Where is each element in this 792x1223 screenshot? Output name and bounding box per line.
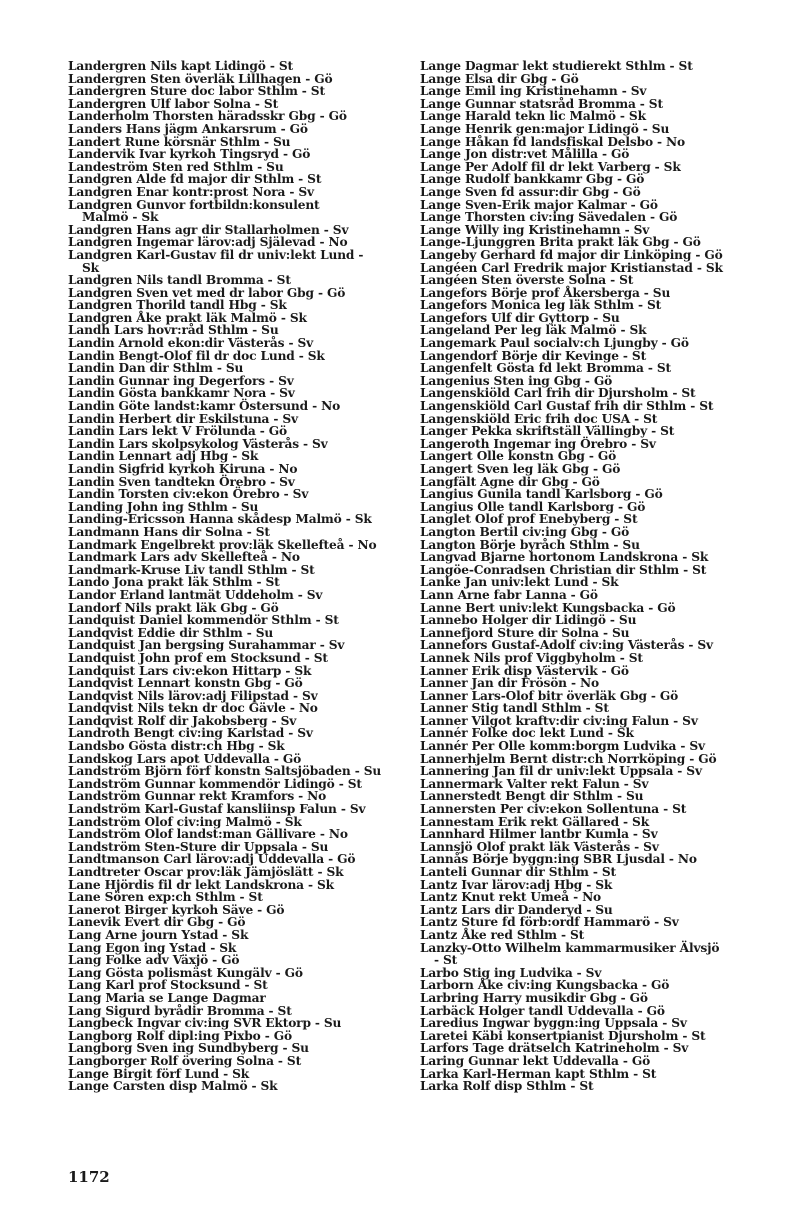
directory-entry: Landqvist Eddie dir Sthlm - Su — [68, 625, 274, 640]
directory-entry: Langefors Börje prof Åkersberga - Su — [420, 285, 671, 300]
directory-entry: Landqvist Nils tekn dr doc Gävle - No — [68, 701, 318, 716]
directory-entry: Landers Hans jägm Ankarsrum - Gö — [68, 121, 308, 136]
directory-entry: Larfors Tage drätselch Katrineholm - Sv — [420, 1041, 689, 1056]
directory-entry: Landergren Sture doc labor Sthlm - St — [68, 84, 325, 99]
directory-entry: Landquist Jan bergsing Surahammar - Sv — [68, 638, 345, 653]
directory-entry: Landström Björn förf konstn Saltsjöbaden - Su — [68, 764, 382, 779]
page-number: 1172 — [68, 1168, 110, 1186]
directory-entry: Landin Gösta bankkamr Nora - Sv — [68, 386, 295, 401]
directory-entry: Landgren Hans agr dir Stallarholmen - Sv — [68, 222, 349, 237]
directory-entry: Langöe-Conradsen Christian dir Sthlm - St — [420, 562, 707, 577]
directory-entry: Lannering Jan fil dr univ:lekt Uppsala - Sv — [420, 764, 702, 779]
directory-entry: Lannebo Holger dir Lidingö - Su — [420, 613, 637, 628]
directory-entry: Lang Karl prof Stocksund - St — [68, 978, 268, 993]
directory-entry: Landqvist Rolf dir Jakobsberg - Sv — [68, 713, 297, 728]
directory-entry: Lange Henrik gen:major Lidingö - Su — [420, 121, 670, 136]
directory-entry: Lannsjö Olof prakt läk Västerås - Sv — [420, 839, 659, 854]
directory-entry: Lang Maria se Lange Dagmar — [68, 990, 266, 1005]
directory-entry: Landquist Lars civ:ekon Hittarp - Sk — [68, 663, 312, 678]
directory-entry: Lange Elsa dir Gbg - Gö — [420, 71, 579, 86]
directory-entry: Landin Lennart adj Hbg - Sk — [68, 449, 259, 464]
directory-entry: Landström Karl-Gustaf kansliinsp Falun - Sv — [68, 802, 366, 817]
directory-entry: Langenskiöld Carl Gustaf frih dir Sthlm - St — [420, 399, 714, 414]
directory-entry: Lane Sören exp:ch Sthlm - St — [68, 890, 263, 905]
directory-entry: Lange Dagmar lekt studierekt Sthlm - St — [420, 59, 693, 73]
directory-entry: Landmark Engelbrekt prov:läk Skellefteå - No — [68, 537, 377, 552]
directory-entry: Landqvist Nils lärov:adj Filipstad - Sv — [68, 688, 318, 703]
directory-entry: Langborger Rolf övering Solna - St — [68, 1053, 302, 1068]
directory-entry: Langenskiöld Eric frih doc USA - St — [420, 411, 658, 426]
directory-column-right — [420, 59, 723, 1094]
directory-entry: Langbeck Ingvar civ:ing SVR Ektorp - Su — [68, 1016, 342, 1031]
directory-entry: Landin Gunnar ing Degerfors - Sv — [68, 373, 294, 388]
directory-entry: Lange Emil ing Kristinehamn - Sv — [420, 84, 647, 99]
directory-entry: Lantz Sture fd förb:ordf Hammarö - Sv — [420, 915, 679, 930]
directory-entry: Langeby Gerhard fd major dir Linköping - Gö — [420, 247, 723, 262]
directory-entry: Landgren Nils tandl Bromma - St — [68, 273, 291, 288]
directory-entry: Langendorf Börje dir Kevinge - St — [420, 348, 647, 363]
directory-entry: Lanner Stig tandl Sthlm - St — [420, 701, 609, 716]
directory-entry: Lantz Ivar lärov:adj Hbg - Sk — [420, 877, 613, 892]
directory-entry: Langefors Monica leg läk Sthlm - St — [420, 298, 662, 313]
directory-entry: Landquist John prof em Stocksund - St — [68, 650, 328, 665]
directory-entry: Langeland Per leg läk Malmö - Sk — [420, 323, 647, 338]
directory-entry: Landh Lars hovr:råd Sthlm - Su — [68, 323, 279, 338]
directory-entry: Langemark Paul socialv:ch Ljungby - Gö — [420, 336, 689, 351]
directory-entry: Lantz Lars dir Danderyd - Su — [420, 902, 613, 917]
directory-entry: Lanner Vilgot kraftv:dir civ:ing Falun - Sv — [420, 713, 698, 728]
directory-entry: Langer Pekka skriftställ Vällingby - St — [420, 424, 675, 439]
directory-entry: Lanzky-Otto Wilhelm kammarmusiker Älvsjö - St — [420, 940, 720, 968]
directory-entry: Lannås Börje byggn:ing SBR Ljusdal - No — [420, 852, 697, 867]
directory-entry: Lannér Per Olle komm:borgm Ludvika - Sv — [420, 739, 705, 754]
directory-entry: Lannefors Gustaf-Adolf civ:ing Västerås - Sv — [420, 638, 713, 653]
directory-entry: Langenius Sten ing Gbg - Gö — [420, 373, 613, 388]
directory-entry: Lang Arne journ Ystad - Sk — [68, 927, 249, 942]
directory-entry: Landroth Bengt civ:ing Karlstad - Sv — [68, 726, 313, 741]
directory-entry: Landmann Hans dir Solna - St — [68, 524, 270, 539]
directory-entry: Lange Carsten disp Malmö - Sk — [68, 1079, 278, 1094]
directory-entry: Lannhard Hilmer lantbr Kumla - Sv — [420, 827, 658, 842]
directory-entry: Larbring Harry musikdir Gbg - Gö — [420, 990, 648, 1005]
directory-entry: Landin Göte landst:kamr Östersund - No — [68, 399, 341, 414]
directory-entry: Langton Bertil civ:ing Gbg - Gö — [420, 524, 630, 539]
directory-entry: Landgren Enar kontr:prost Nora - Sv — [68, 184, 314, 199]
directory-entry: Lange-Ljunggren Brita prakt läk Gbg - Gö — [420, 235, 701, 250]
directory-entry: Landgren Åke prakt läk Malmö - Sk — [68, 310, 307, 325]
directory-entry: Landin Lars lekt V Frölunda - Gö — [68, 424, 288, 439]
directory-entry: Landmark-Kruse Liv tandl Sthlm - St — [68, 562, 315, 577]
directory-entry: Langius Olle tandl Karlsborg - Gö — [420, 499, 646, 514]
directory-entry: Landgren Sven vet med dr labor Gbg - Gö — [68, 285, 346, 300]
directory-entry: Laredius Ingwar byggn:ing Uppsala - Sv — [420, 1016, 687, 1031]
directory-entry: Lane Hjördis fil dr lekt Landskrona - Sk — [68, 877, 334, 892]
directory-entry: Lannermark Valter rekt Falun - Sv — [420, 776, 649, 791]
directory-entry: Lange Willy ing Kristinehamn - Sv — [420, 222, 650, 237]
directory-entry: Landin Herbert dir Eskilstuna - Sv — [68, 411, 298, 426]
directory-entry: Landor Erland lantmät Uddeholm - Sv — [68, 587, 323, 602]
directory-entry: Lando Jona prakt läk Sthlm - St — [68, 575, 280, 590]
directory-entry: Langefors Ulf dir Gyttorp - Su — [420, 310, 620, 325]
directory-entry: Lantz Åke red Sthlm - St — [420, 927, 585, 942]
directory-entry: Lange Per Adolf fil dr lekt Varberg - Sk — [420, 159, 681, 174]
directory-entry: Lannefjord Sture dir Solna - Su — [420, 625, 630, 640]
directory-entry: Landin Sven tandtekn Örebro - Sv — [68, 474, 295, 489]
directory-entry: Landqvist Lennart konstn Gbg - Gö — [68, 676, 303, 691]
directory-entry: Larka Karl-Herman kapt Sthlm - St — [420, 1066, 657, 1081]
directory-entry: Landergren Ulf labor Solna - St — [68, 96, 279, 111]
directory-entry: Lannersten Per civ:ekon Sollentuna - St — [420, 802, 687, 817]
directory-entry: Landing-Ericsson Hanna skådesp Malmö - Sk — [68, 512, 372, 527]
directory-entry: Larborn Åke civ:ing Kungsbacka - Gö — [420, 978, 670, 993]
directory-entry: Landorf Nils prakt läk Gbg - Gö — [68, 600, 279, 615]
directory-entry: Landgren Ingemar lärov:adj Själevad - No — [68, 235, 348, 250]
directory-entry: Lanner Jan dir Frösön - No — [420, 676, 599, 691]
directory-entry: Landergren Nils kapt Lidingö - St — [68, 59, 293, 73]
directory-entry: Langborg Sven ing Sundbyberg - Su — [68, 1041, 309, 1056]
directory-entry: Lanteli Gunnar dir Sthlm - St — [420, 865, 617, 879]
directory-entry: Lann Arne fabr Lanna - Gö — [420, 587, 598, 602]
directory-entry: Lannerhjelm Bernt distr:ch Norrköping - Gö — [420, 751, 717, 766]
directory-entry: Langton Börje byråch Sthlm - Su — [420, 537, 640, 552]
directory-entry: Landervik Ivar kyrkoh Tingsryd - Gö — [68, 147, 311, 162]
directory-entry: Lange Håkan fd landsfiskal Delsbo - No — [420, 134, 686, 149]
directory-entry: Landtmanson Carl lärov:adj Uddevalla - Gö — [68, 852, 356, 867]
directory-entry: Lantz Knut rekt Umeå - No — [420, 890, 602, 905]
directory-entry: Langvad Bjarne hortonom Landskrona - Sk — [420, 550, 709, 565]
directory-entry: Laretei Käbi konsertpianist Djursholm - St — [420, 1028, 706, 1043]
directory-entry: Landström Sten-Sture dir Uppsala - Su — [68, 839, 329, 854]
directory-entry: Landgren Gunvor fortbildn:konsulent Malmö - Sk — [68, 197, 320, 225]
directory-entry: Lange Gunnar statsråd Bromma - St — [420, 96, 663, 111]
directory-entry: Lang Folke adv Växjö - Gö — [68, 953, 240, 968]
directory-entry: Langfält Agne dir Gbg - Gö — [420, 474, 600, 489]
directory-entry: Landgren Thorild tandl Hbg - Sk — [68, 298, 287, 313]
directory-entry: Landin Bengt-Olof fil dr doc Lund - Sk — [68, 348, 325, 363]
directory-entry: Landskog Lars apot Uddevalla - Gö — [68, 751, 302, 766]
directory-entry: Landin Dan dir Sthlm - Su — [68, 361, 244, 376]
directory-entry: Lange Sven fd assur:dir Gbg - Gö — [420, 184, 641, 199]
directory-entry: Lannestam Erik rekt Gällared - Sk — [420, 814, 649, 829]
directory-column-left — [68, 59, 382, 1094]
directory-entry: Langéen Carl Fredrik major Kristianstad - Sk — [420, 260, 723, 275]
directory-entry: Langenskiöld Carl frih dir Djursholm - St — [420, 386, 696, 401]
directory-entry: Landin Torsten civ:ekon Örebro - Sv — [68, 487, 309, 502]
directory-entry: Langert Sven leg läk Gbg - Gö — [420, 462, 621, 476]
directory-entry: Lanevik Evert dir Gbg - Gö — [68, 915, 246, 930]
directory-entry: Lange Sven-Erik major Kalmar - Gö — [420, 197, 658, 212]
directory-entry: Langeroth Ingemar ing Örebro - Sv — [420, 436, 656, 451]
directory-entry: Landmark Lars adv Skellefteå - No — [68, 550, 300, 565]
directory-entry: Lanke Jan univ:lekt Lund - Sk — [420, 575, 619, 590]
directory-entry: Lanner Lars-Olof bitr överläk Gbg - Gö — [420, 688, 679, 703]
directory-entry: Lanerot Birger kyrkoh Säve - Gö — [68, 902, 285, 917]
directory-entry: Landeström Sten red Sthlm - Su — [68, 159, 284, 174]
directory-entry: Langlet Olof prof Enebyberg - St — [420, 512, 638, 527]
directory-entry: Landin Sigfrid kyrkoh Kiruna - No — [68, 462, 298, 476]
directory-entry: Landström Gunnar rekt Kramfors - No — [68, 789, 327, 804]
directory-entry: Larbäck Holger tandl Uddevalla - Gö — [420, 1003, 665, 1018]
directory-entry: Landin Arnold ekon:dir Västerås - Sv — [68, 336, 314, 351]
directory-entry: Landtreter Oscar prov:läk Jämjöslätt - Sk — [68, 865, 344, 879]
directory-entry: Langert Olle konstn Gbg - Gö — [420, 449, 617, 464]
directory-entry: Larbo Stig ing Ludvika - Sv — [420, 965, 602, 980]
directory-entry: Lange Rudolf bankkamr Gbg - Gö — [420, 172, 645, 187]
directory-entry: Langenfelt Gösta fd lekt Bromma - St — [420, 361, 671, 376]
directory-entry: Lange Harald tekn lic Malmö - Sk — [420, 109, 646, 124]
directory-entry: Lange Jon distr:vet Målilla - Gö — [420, 147, 630, 162]
directory-entry: Larka Rolf disp Sthlm - St — [420, 1079, 594, 1094]
directory-entry: Landgren Karl-Gustav fil dr univ:lekt Lund - Sk — [68, 247, 364, 275]
directory-entry: Landerholm Thorsten häradsskr Gbg - Gö — [68, 109, 347, 124]
directory-entry: Lannerstedt Bengt dir Sthlm - Su — [420, 789, 644, 804]
directory-entry: Lanner Erik disp Västervik - Gö — [420, 663, 629, 678]
directory-entry: Langborg Rolf dipl:ing Pixbo - Gö — [68, 1028, 292, 1043]
directory-entry: Landsbo Gösta distr:ch Hbg - Sk — [68, 739, 285, 754]
directory-entry: Landin Lars skolpsykolog Västerås - Sv — [68, 436, 328, 451]
directory-entry: Lanne Bert univ:lekt Kungsbacka - Gö — [420, 600, 676, 615]
directory-entry: Landing John ing Sthlm - Su — [68, 499, 259, 514]
directory-entry: Laring Gunnar lekt Uddevalla - Gö — [420, 1053, 651, 1068]
directory-entry: Lannek Nils prof Viggbyholm - St — [420, 650, 643, 665]
directory-entry: Langius Gunila tandl Karlsborg - Gö — [420, 487, 663, 502]
directory-entry: Landström Olof civ:ing Malmö - Sk — [68, 814, 302, 829]
directory-entry: Landert Rune körsnär Sthlm - Su — [68, 134, 291, 149]
directory-entry: Landergren Sten överläk Lillhagen - Gö — [68, 71, 333, 86]
directory-entry: Lang Gösta polismäst Kungälv - Gö — [68, 965, 303, 980]
directory-entry: Lannér Folke doc lekt Lund - Sk — [420, 726, 634, 741]
directory-entry: Lang Sigurd byrådir Bromma - St — [68, 1003, 292, 1018]
directory-entry: Landström Olof landst:man Gällivare - No — [68, 827, 348, 842]
directory-entry: Lange Thorsten civ:ing Sävedalen - Gö — [420, 210, 678, 225]
directory-entry: Landgren Alde fd major dir Sthlm - St — [68, 172, 322, 187]
directory-entry: Landström Gunnar kommendör Lidingö - St — [68, 776, 362, 791]
directory-entry: Lang Egon ing Ystad - Sk — [68, 940, 237, 955]
directory-entry: Langéen Sten överste Solna - St — [420, 273, 634, 288]
directory-entry: Lange Birgit förf Lund - Sk — [68, 1066, 250, 1081]
directory-entry: Landquist Daniel kommendör Sthlm - St — [68, 613, 339, 628]
